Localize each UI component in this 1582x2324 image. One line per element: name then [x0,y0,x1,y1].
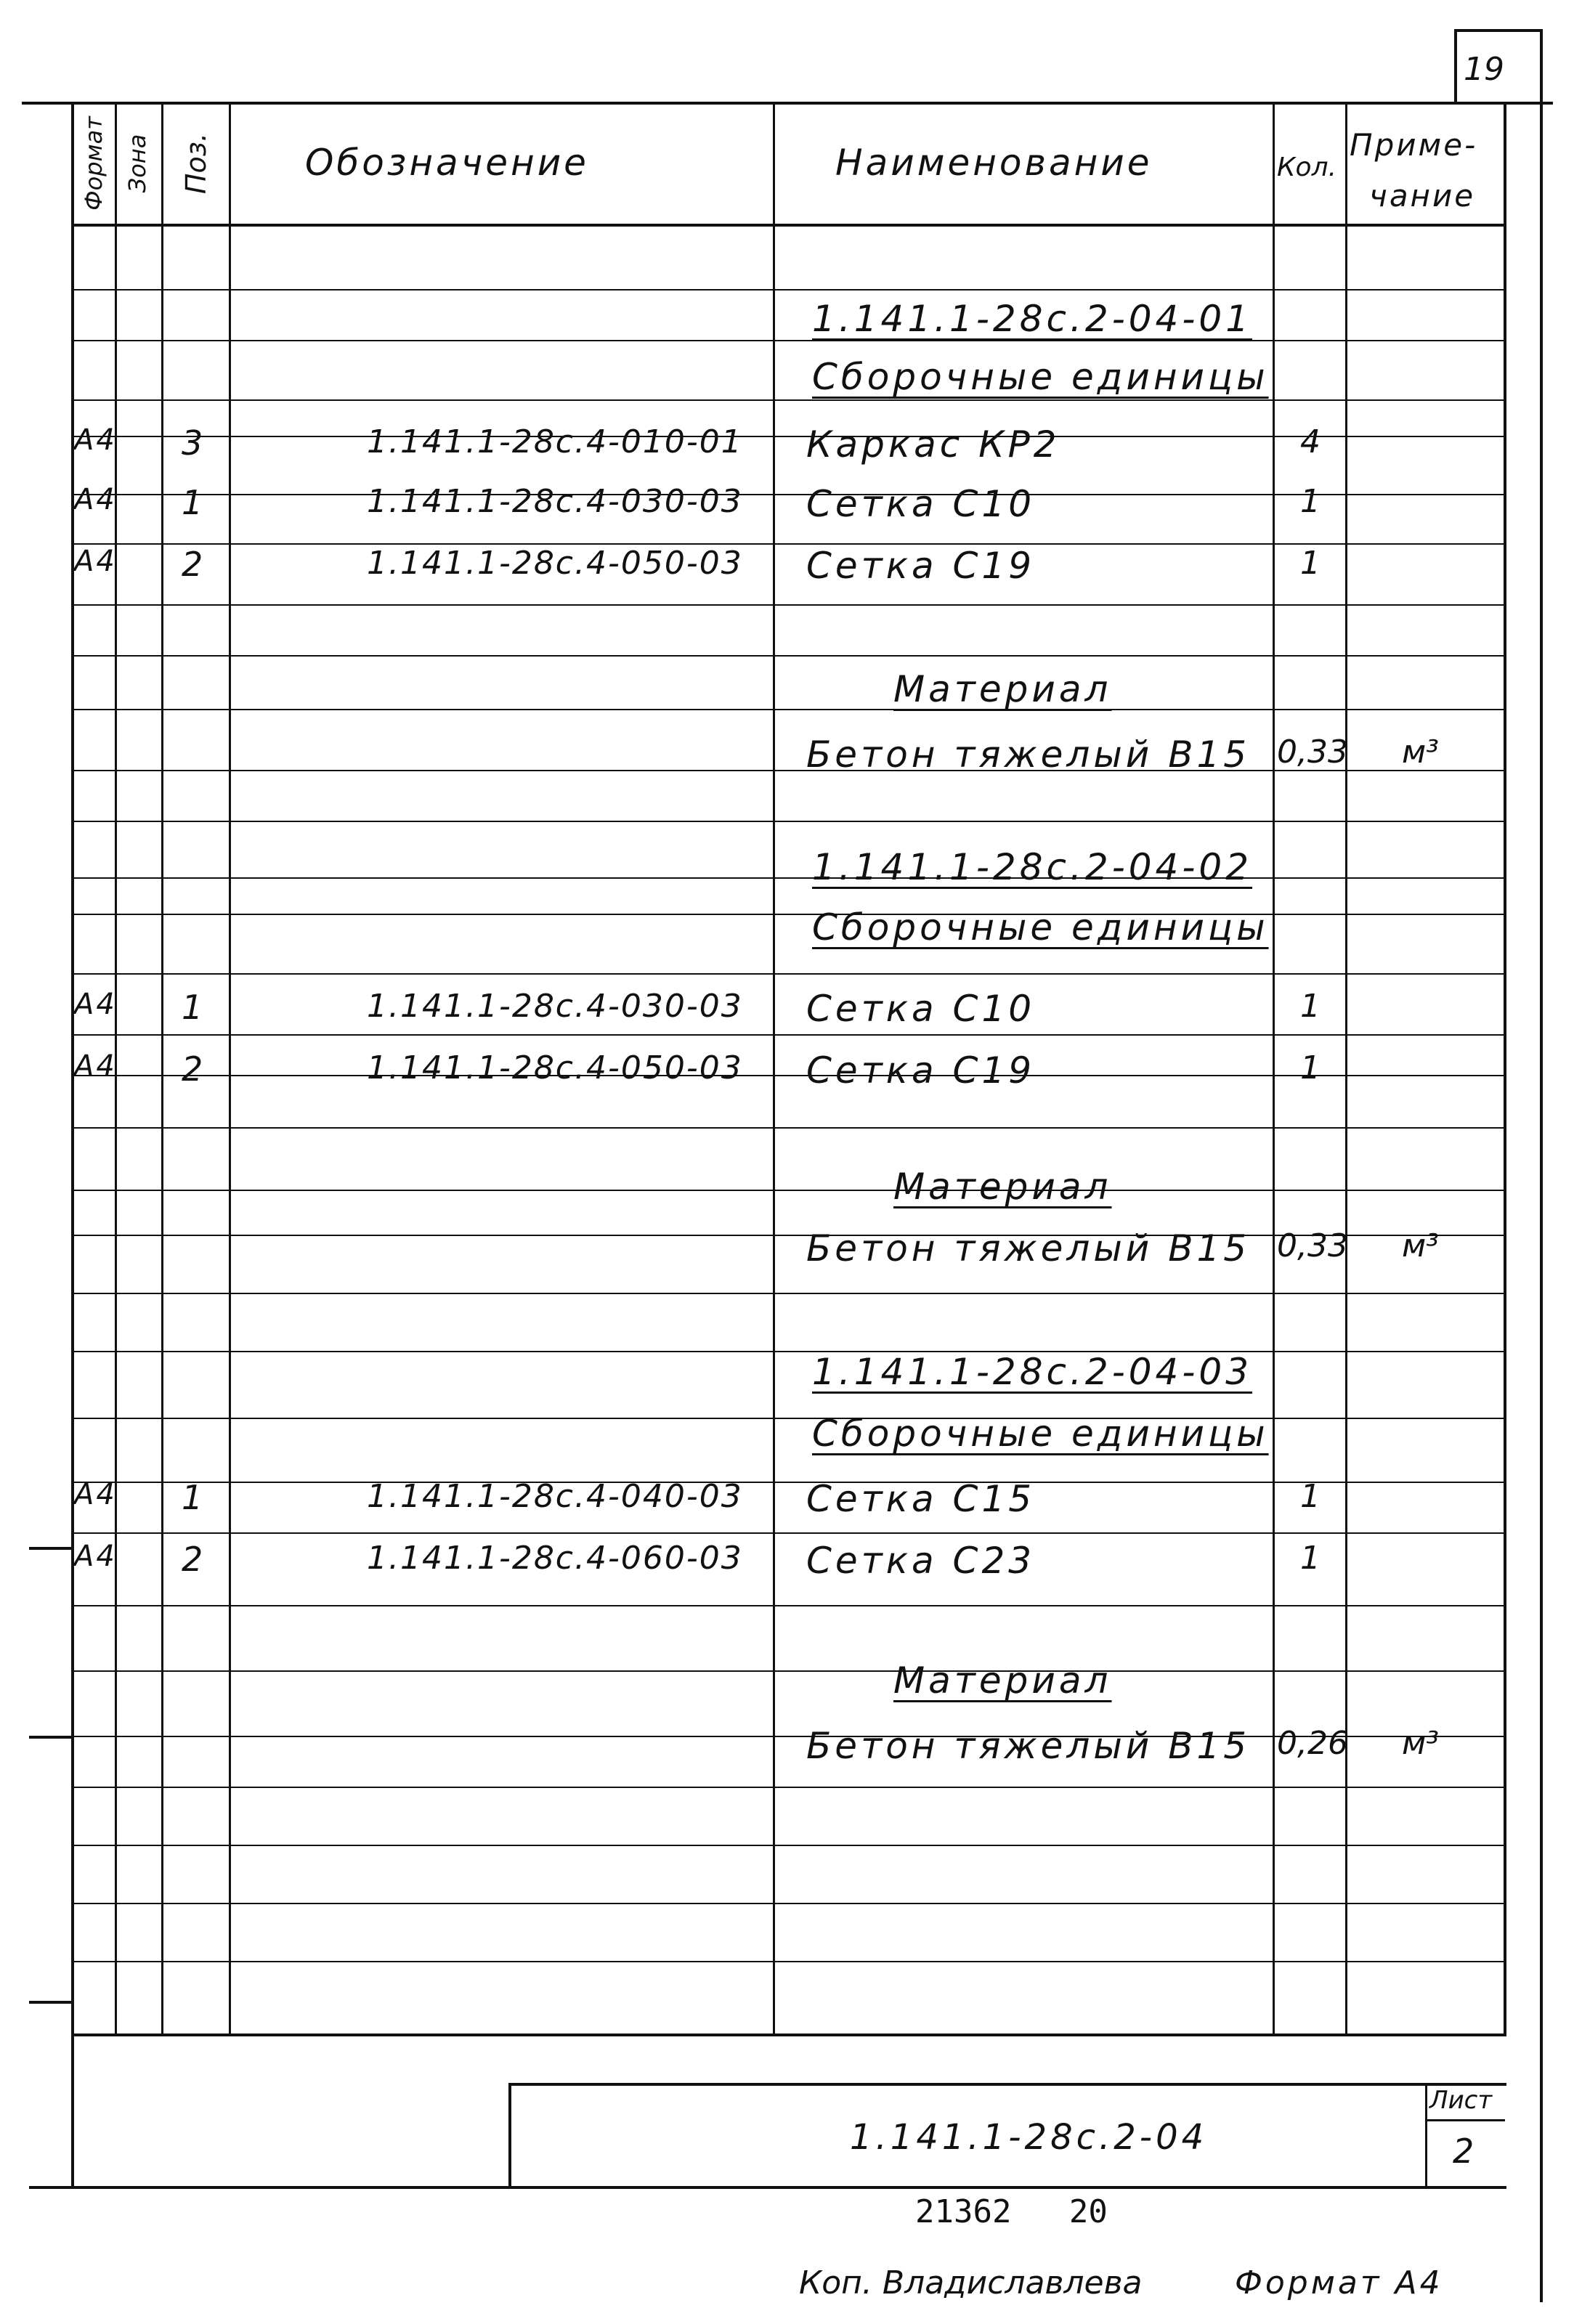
row-name: Материал [893,668,1112,710]
row-format: А4 [74,545,117,578]
row-name: Сетка С10 [806,988,1036,1030]
row-line [71,1961,1506,1962]
row-line [71,289,1506,290]
row-line [71,1190,1506,1191]
row-name: Материал [893,1166,1112,1208]
row-line [71,1532,1506,1534]
row-designation: 1.141.1-28с.4-050-03 [367,1049,743,1086]
header-zone: Зона [123,134,151,193]
binding-mark-2 [29,1736,73,1739]
row-pos: 1 [182,988,206,1027]
row-format: А4 [74,1540,117,1573]
row-line [71,1845,1506,1846]
frame-top-line [22,102,1553,105]
row-qty: 0,26 [1277,1725,1348,1762]
table-right-border [1504,103,1506,2035]
header-designation: Обозначение [305,142,589,184]
row-line [71,709,1506,710]
row-qty: 0,33 [1277,734,1348,771]
row-designation: 1.141.1-28с.4-060-03 [367,1540,743,1577]
row-designation: 1.141.1-28с.4-030-03 [367,988,743,1025]
title-block-inner-left [508,2083,511,2187]
row-note: м³ [1402,1227,1439,1264]
sheet-box-left [1454,29,1457,105]
row-qty: 1 [1300,1540,1321,1577]
row-line [71,543,1506,545]
header-qty: Кол. [1277,153,1337,182]
row-line [71,494,1506,495]
row-designation: 1.141.1-28с.4-010-01 [367,423,743,460]
row-qty: 1 [1300,545,1321,582]
row-name: 1.141.1-28с.2-04-02 [812,846,1253,888]
row-pos: 1 [182,1478,206,1517]
binding-mark-1 [29,1547,73,1550]
row-name: Бетон тяжелый В15 [806,1227,1251,1269]
row-qty: 1 [1300,483,1321,520]
row-line [71,973,1506,975]
table-left-border [71,103,74,2187]
row-line [71,1034,1506,1036]
row-qty: 4 [1300,423,1321,460]
row-name: Сетка С10 [806,483,1036,525]
row-line [71,436,1506,437]
col-divider-designation [773,103,775,2035]
row-line [71,1418,1506,1419]
row-line [71,877,1506,879]
copied-by: Коп. Владиславлева [799,2264,1143,2301]
sheet-box-top [1454,29,1541,32]
sheet-label: Лист [1429,2086,1493,2115]
row-designation: 1.141.1-28с.4-050-03 [367,545,743,582]
row-format: А4 [74,423,117,457]
row-line [71,914,1506,915]
row-designation: 1.141.1-28с.4-030-03 [367,483,743,520]
row-name: 1.141.1-28с.2-04-03 [812,1351,1253,1393]
row-qty: 1 [1300,1049,1321,1086]
col-divider-name [1273,103,1275,2035]
row-format: А4 [74,1478,117,1511]
header-pos: Поз. [180,132,212,195]
row-line [71,1351,1506,1352]
header-bottom-line [71,224,1506,227]
title-block-bottom-line [29,2186,1506,2189]
row-line [71,340,1506,341]
header-note-line2: чание [1369,178,1476,214]
row-name: Сетка С23 [806,1540,1036,1582]
row-line [71,1670,1506,1672]
sheet-cell-divider [1425,2119,1505,2121]
row-qty: 1 [1300,1478,1321,1515]
row-qty: 0,33 [1277,1227,1348,1264]
binding-mark-3 [29,2001,73,2004]
row-line [71,655,1506,657]
title-block-top-line [71,2033,1506,2036]
row-format: А4 [74,988,117,1021]
row-name: Сборочные единицы [812,906,1269,948]
row-name: Материал [893,1659,1112,1702]
row-line [71,1293,1506,1294]
inventory-number: 21362 20 [915,2193,1108,2230]
top-sheet-number: 19 [1464,51,1504,88]
row-line [71,1605,1506,1606]
row-name: Сборочные единицы [812,356,1269,398]
col-divider-zone [161,103,163,2035]
row-name: Бетон тяжелый В15 [806,734,1251,776]
sheet-number: 2 [1453,2132,1474,2171]
row-note: м³ [1402,1725,1439,1762]
row-line [71,399,1506,401]
row-name: Каркас КР2 [806,423,1060,466]
row-note: м³ [1402,734,1439,771]
document-code: 1.141.1-28с.2-04 [850,2117,1208,2158]
row-format: А4 [74,1049,117,1083]
row-name: Сетка С19 [806,1049,1036,1092]
row-line [71,821,1506,822]
footer-format: Формат А4 [1235,2264,1443,2301]
title-block-inner-top [508,2083,1506,2086]
row-line [71,1127,1506,1129]
row-pos: 2 [182,545,206,584]
row-format: А4 [74,483,117,516]
row-designation: 1.141.1-28с.4-040-03 [367,1478,743,1515]
row-name: Сборочные единицы [812,1413,1269,1455]
row-qty: 1 [1300,988,1321,1025]
row-pos: 1 [182,483,206,522]
row-line [71,604,1506,606]
row-line [71,1482,1506,1483]
row-name: Сетка С15 [806,1478,1036,1520]
row-line [71,1787,1506,1788]
row-name: Бетон тяжелый В15 [806,1725,1251,1767]
row-line [71,1075,1506,1076]
row-line [71,1903,1506,1904]
header-name: Наименование [835,142,1153,184]
frame-right-line [1540,29,1543,2302]
row-pos: 2 [182,1049,206,1089]
row-pos: 2 [182,1540,206,1579]
row-name: 1.141.1-28с.2-04-01 [812,298,1253,340]
header-note-line1: Приме- [1350,127,1478,163]
row-pos: 3 [182,423,206,463]
header-format: Формат [80,116,108,211]
col-divider-pos [229,103,231,2035]
row-name: Сетка С19 [806,545,1036,587]
sheet-cell-left [1425,2083,1427,2187]
